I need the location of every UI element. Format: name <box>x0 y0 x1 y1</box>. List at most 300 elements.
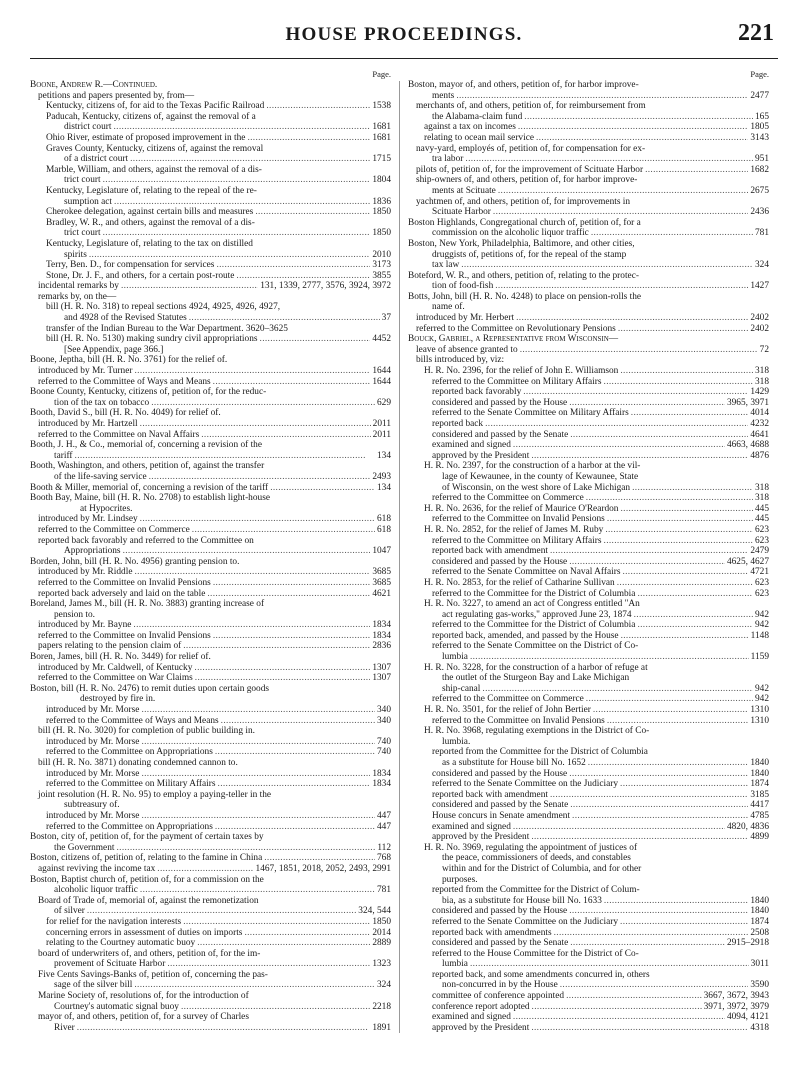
index-entry <box>408 790 769 801</box>
entry-text: Booth Bay, Maine, bill (H. R. No. 2708) to establish light-house <box>30 493 270 504</box>
index-entry <box>408 1002 769 1013</box>
entry-text: referred to the Committee for the District of Columbia <box>432 588 636 599</box>
entry-text: referred to the Committee on Commerce <box>432 694 584 705</box>
dot-leader <box>260 334 371 345</box>
entry-text: Boone, Andrew R.—Continued. <box>30 80 158 90</box>
entry-text: sage of the silver bill <box>54 980 133 991</box>
entry-text: remarks by, on the— <box>38 291 117 302</box>
index-entry <box>30 313 391 324</box>
dot-leader <box>140 419 371 430</box>
entry-page-ref: 1644 <box>372 376 391 387</box>
index-heading-line <box>30 790 391 801</box>
index-entry <box>408 610 769 621</box>
dot-leader <box>607 716 748 727</box>
entry-text: spirits <box>64 249 87 260</box>
entry-text: introduced by Mr. Morse <box>46 736 140 747</box>
index-heading-line <box>408 673 769 684</box>
index-entry <box>30 906 391 917</box>
index-entry <box>408 366 769 377</box>
index-entry <box>30 811 391 822</box>
right-column <box>399 69 769 1033</box>
entry-text: bill (H. R. No. 3871) donating condemned cannon to. <box>38 758 238 768</box>
dot-leader <box>634 610 753 621</box>
dot-leader <box>591 228 753 239</box>
index-entry <box>408 1012 769 1023</box>
dot-leader <box>523 387 748 398</box>
entry-page-ref: 1307 <box>372 673 391 684</box>
index-entry <box>408 377 769 388</box>
index-entry <box>408 758 769 769</box>
index-entry <box>408 536 769 547</box>
dot-leader <box>134 567 370 578</box>
dot-leader <box>116 843 375 854</box>
entry-text: of the life-saving service <box>54 471 147 482</box>
entry-text: introduced by Mr. Turner <box>38 366 133 377</box>
index-entry <box>30 589 391 600</box>
entry-text: Courtney's automatic signal buoy <box>54 1001 179 1012</box>
entry-text: referred to the Senate Committee on the Judiciary <box>432 916 619 927</box>
index-entry <box>408 980 769 991</box>
index-entry <box>408 493 769 504</box>
entry-text: Graves County, Kentucky, citizens of, against the removal <box>46 143 264 154</box>
entry-text: approved by the President <box>432 832 530 843</box>
entry-page-ref: 2010 <box>372 249 391 260</box>
entry-page-ref: 1681 <box>372 132 391 143</box>
entry-page-ref: 134 <box>376 482 391 493</box>
index-entry <box>30 101 391 112</box>
index-heading-line <box>30 536 391 547</box>
entry-page-ref: 4625, 4627 <box>726 556 769 567</box>
dot-leader <box>134 366 370 377</box>
dot-leader <box>572 811 748 822</box>
entry-page-ref: 445 <box>754 514 769 525</box>
entry-text: for relief for the navigation interests <box>46 916 182 927</box>
entry-text: Boone County, Kentucky, citizens of, petition of, for the reduc- <box>30 387 267 398</box>
index-heading-line <box>30 186 391 197</box>
entry-page-ref: 623 <box>754 535 769 546</box>
dot-leader <box>550 546 748 557</box>
index-entry <box>408 408 769 419</box>
entry-text: ship-canal <box>442 683 481 694</box>
entry-text: considered and passed by the House <box>432 906 568 917</box>
entry-page-ref: 112 <box>377 842 391 853</box>
index-entry <box>30 769 391 780</box>
index-heading-line <box>30 610 391 621</box>
entry-page-ref: 942 <box>754 620 769 631</box>
dot-leader <box>516 313 748 324</box>
index-entry <box>408 631 769 642</box>
dot-leader <box>236 271 370 282</box>
dot-leader <box>520 345 758 356</box>
entry-text: Marine Society of, resolutions of, for the introduction of <box>38 991 249 1002</box>
entry-text: committee of conference appointed <box>432 991 565 1002</box>
entry-page-ref: 740 <box>376 747 391 758</box>
dot-leader <box>141 737 375 748</box>
index-heading-line <box>30 684 391 695</box>
index-heading-line <box>408 334 769 345</box>
entry-page-ref: 2915–2918 <box>726 938 769 949</box>
index-entry <box>408 483 769 494</box>
index-entry <box>30 1002 391 1013</box>
dot-leader <box>532 1002 702 1013</box>
dot-leader <box>632 483 753 494</box>
dot-leader <box>140 514 375 525</box>
dot-leader <box>620 779 748 790</box>
index-heading-line <box>30 800 391 811</box>
entry-page-ref: 131, 1339, 2777, 3576, 3924, 3972 <box>260 281 391 292</box>
entry-text: referred to the Senate Committee on Naval Affairs <box>432 567 621 578</box>
entry-text: Booth, J. H., & Co., memorial of, concerning a revision of the <box>30 440 262 451</box>
dot-leader <box>151 398 375 409</box>
dot-leader <box>77 1023 371 1034</box>
entry-text: H. R. No. 2636, for the relief of Maurice O'Reardon <box>424 503 619 514</box>
dot-leader <box>566 991 702 1002</box>
entry-page-ref: 2014 <box>372 927 391 938</box>
entry-text: referred to the Senate Committee on Military Affairs <box>432 408 629 419</box>
entry-page-ref: 3965, 3971 <box>726 397 769 408</box>
index-heading-line <box>30 302 391 313</box>
index-entry <box>30 917 391 928</box>
dot-leader <box>134 980 375 991</box>
index-entry <box>408 822 769 833</box>
dot-leader <box>221 716 375 727</box>
index-entry <box>30 430 391 441</box>
entry-page-ref: 623 <box>754 577 769 588</box>
index-heading-line <box>408 175 769 186</box>
entry-page-ref: 2477 <box>750 90 769 101</box>
dot-leader <box>141 811 375 822</box>
index-entry <box>30 779 391 790</box>
index-entry <box>408 525 769 536</box>
entry-text: reported back adversely and laid on the table <box>38 588 206 599</box>
entry-page-ref: 1310 <box>750 715 769 726</box>
dot-leader <box>569 557 725 568</box>
index-heading-line <box>30 292 391 303</box>
entry-text: H. R. No. 2853, for the relief of Catharine Sullivan <box>424 577 615 588</box>
index-heading-line <box>408 197 769 208</box>
entry-text: Five Cents Savings-Banks of, petition of, concerning the pas- <box>38 969 268 980</box>
entry-page-ref: 1836 <box>372 196 391 207</box>
index-heading-line <box>30 896 391 907</box>
entry-text: Scituate Harbor <box>432 207 491 218</box>
entry-text: purposes. <box>442 874 478 885</box>
index-entry <box>408 800 769 811</box>
entry-text: referred to the Senate Committee on the Judiciary <box>432 779 619 790</box>
index-heading-line <box>408 599 769 610</box>
index-entry <box>408 1023 769 1034</box>
entry-page-ref: 1159 <box>750 652 769 663</box>
index-entry <box>30 472 391 483</box>
entry-page-ref: 4014 <box>750 408 769 419</box>
entry-text: alcoholic liquor traffic <box>54 885 138 896</box>
entry-page-ref: 2436 <box>750 207 769 218</box>
entry-page-ref: 1834 <box>372 630 391 641</box>
index-entry <box>408 440 769 451</box>
entry-text: Boone, Jeptha, bill (H. R. No. 3761) for the relief of. <box>30 355 228 366</box>
dot-leader <box>531 451 748 462</box>
entry-text: reported back with amendment <box>432 546 548 557</box>
entry-text: tariff <box>54 450 73 461</box>
entry-page-ref: 3590 <box>750 980 769 991</box>
dot-leader <box>215 822 375 833</box>
entry-page-ref: 1429 <box>750 387 769 398</box>
index-heading-line <box>30 112 391 123</box>
entry-text: provement of Scituate Harbor <box>54 959 166 970</box>
index-entry <box>408 186 769 197</box>
entry-page-ref: 2402 <box>750 323 769 334</box>
entry-page-ref: 3971, 3972, 3979 <box>703 1001 769 1012</box>
index-entry <box>408 567 769 578</box>
index-heading-line <box>408 292 769 303</box>
dot-leader <box>631 408 749 419</box>
dot-leader <box>121 281 258 292</box>
entry-page-ref: 318 <box>754 493 769 504</box>
dot-leader <box>570 430 748 441</box>
index-heading-line <box>30 557 391 568</box>
entry-text: considered and passed by the House <box>432 768 568 779</box>
index-heading-line <box>408 472 769 483</box>
index-heading-line <box>30 949 391 960</box>
dot-leader <box>569 398 725 409</box>
index-heading-line <box>408 726 769 737</box>
entry-text: Cherokee delegation, against certain bills and measures <box>46 207 254 218</box>
index-columns <box>30 69 778 1033</box>
entry-page-ref: 4417 <box>750 800 769 811</box>
index-entry <box>408 779 769 790</box>
index-heading-line <box>408 970 769 981</box>
dot-leader <box>637 620 753 631</box>
entry-page-ref: 2011 <box>372 429 391 440</box>
entry-page-ref: 1538 <box>372 101 391 112</box>
entry-text: bill (H. R. No. 5130) making sundry civil appropriations <box>46 334 258 345</box>
entry-page-ref: 4820, 4836 <box>726 821 769 832</box>
entry-text: navy-yard, employés of, petition of, for compensation for ex- <box>416 143 646 154</box>
index-entry <box>408 938 769 949</box>
entry-text: introduced by Mr. Morse <box>46 768 140 779</box>
entry-page-ref: 1427 <box>750 281 769 292</box>
index-heading-line <box>30 1012 391 1023</box>
entry-page-ref: 4094, 4121 <box>726 1012 769 1023</box>
entry-text: reported back, amended, and passed by the House <box>432 630 619 641</box>
entry-text: Bradley, W. R., and others, against the removal of a dis- <box>46 217 255 228</box>
entry-text: H. R. No. 3969, regulating the appointment of justices of <box>424 842 638 853</box>
dot-leader <box>197 938 370 949</box>
entry-text: referred to the House Committee for the District of Co- <box>432 948 639 959</box>
dot-leader <box>586 493 753 504</box>
entry-text: Boston, mayor of, and others, petition of, for harbor improve- <box>408 80 639 90</box>
index-entry <box>30 154 391 165</box>
entry-page-ref: 629 <box>376 397 391 408</box>
index-entry <box>408 398 769 409</box>
entry-text: Terry, Ben. D., for compensation for services <box>46 260 215 271</box>
dot-leader <box>216 260 370 271</box>
index-entry <box>408 260 769 271</box>
entry-page-ref: 318 <box>754 366 769 377</box>
dot-leader <box>569 769 748 780</box>
entry-page-ref: 318 <box>754 376 769 387</box>
index-entry <box>408 896 769 907</box>
entry-text: conference report adopted <box>432 1001 530 1012</box>
index-entry <box>30 578 391 589</box>
entry-text: H. R. No. 2852, for the relief of James M. Ruby <box>424 524 604 535</box>
dot-leader <box>498 186 748 197</box>
entry-text: reported back with amendment <box>432 789 548 800</box>
entry-text: Kentucky, Legislature of, relating to the tax on distilled <box>46 238 253 249</box>
index-entry <box>408 959 769 970</box>
index-entry <box>30 514 391 525</box>
dot-leader <box>181 1002 370 1013</box>
dot-leader <box>87 906 356 917</box>
index-entry <box>30 747 391 758</box>
dot-leader <box>247 133 370 144</box>
entry-text: ments <box>432 90 455 101</box>
entry-text: joint resolution (H. R. No. 95) to employ a paying-teller in the <box>38 789 272 800</box>
dot-leader <box>215 747 375 758</box>
entry-text: examined and signed <box>432 1012 511 1023</box>
dot-leader <box>130 154 370 165</box>
index-heading-line <box>30 218 391 229</box>
index-entry <box>30 228 391 239</box>
index-entry <box>30 885 391 896</box>
entry-page-ref: 1834 <box>372 620 391 631</box>
index-heading-line <box>408 875 769 886</box>
entry-text: bill (H. R. No. 318) to repeal sections 4924, 4925, 4926, 4927, <box>46 302 281 313</box>
index-entry <box>30 366 391 377</box>
index-heading-line <box>30 144 391 155</box>
entry-text: considered and passed by the Senate <box>432 429 569 440</box>
entry-text: considered and passed by the House <box>432 556 568 567</box>
index-entry <box>30 1023 391 1034</box>
entry-page-ref: 340 <box>376 715 391 726</box>
entry-text: Boren, James, bill (H. R. No. 3449) for relief of. <box>30 652 211 663</box>
dot-leader <box>570 800 748 811</box>
index-entry <box>30 525 391 536</box>
index-heading-line <box>30 387 391 398</box>
entry-text: tion of food-fish <box>432 281 494 292</box>
dot-leader <box>570 938 725 949</box>
dot-leader <box>493 207 748 218</box>
entry-text: H. R. No. 3968, regulating exemptions in the District of Co- <box>424 726 650 737</box>
dot-leader <box>586 694 753 705</box>
entry-text: within and for the District of Columbia, and for other <box>442 863 642 874</box>
entry-text: Boston, Baptist church of, petition of, for a commission on the <box>30 874 264 885</box>
dot-leader <box>470 959 749 970</box>
page-number: 221 <box>738 20 774 46</box>
entry-page-ref: 4318 <box>750 1022 769 1033</box>
entry-page-ref: 3143 <box>750 132 769 143</box>
dot-leader <box>618 324 749 335</box>
dot-leader <box>465 154 753 165</box>
entry-text: mayor of, and others, petition of, for a survey of Charles <box>38 1012 249 1023</box>
dot-leader <box>201 430 370 441</box>
entry-page-ref: 1874 <box>750 779 769 790</box>
entry-page-ref: 2493 <box>372 471 391 482</box>
dot-leader <box>141 769 370 780</box>
entry-page-ref: 2402 <box>750 313 769 324</box>
index-entry <box>408 514 769 525</box>
entry-text: commission on the alcoholic liquor traffic <box>432 228 589 239</box>
entry-text: relating to ocean mail service <box>424 132 534 143</box>
entry-text: introduced by Mr. Morse <box>46 705 140 716</box>
index-heading-line <box>408 885 769 896</box>
index-heading-line <box>30 758 391 769</box>
entry-text: considered and passed by the Senate <box>432 938 569 949</box>
entry-text: [See Appendix, page 366.] <box>64 344 164 355</box>
entry-text: Booth, David S., bill (H. R. No. 4049) for relief of. <box>30 408 221 419</box>
dot-leader <box>140 885 375 896</box>
entry-text: leave of absence granted to <box>416 344 518 355</box>
dot-leader <box>213 578 370 589</box>
index-heading-line <box>408 461 769 472</box>
index-entry <box>30 197 391 208</box>
entry-page-ref: 2218 <box>372 1001 391 1012</box>
index-entry <box>408 91 769 102</box>
entry-page-ref: 1047 <box>372 546 391 557</box>
entry-text: introduced by Mr. Caldwell, of Kentucky <box>38 662 193 673</box>
entry-text: district court <box>64 122 112 133</box>
entry-text: at Hypocrites. <box>80 503 133 514</box>
dot-leader <box>264 853 375 864</box>
entry-text: druggists of, petitions of, for the repeal of the stamp <box>432 249 627 260</box>
entry-page-ref: 618 <box>376 524 391 535</box>
index-entry <box>30 334 391 345</box>
index-entry <box>408 811 769 822</box>
entry-page-ref: 1891 <box>372 1022 391 1033</box>
dot-leader <box>270 483 375 494</box>
entry-text: Boston, New York, Philadelphia, Baltimore, and other cities, <box>408 238 635 249</box>
index-entry <box>30 864 391 875</box>
entry-text: Paducah, Kentucky, citizens of, against the removal of a <box>46 111 256 122</box>
entry-page-ref: 3855 <box>372 270 391 281</box>
entry-text: H. R. No. 2397, for the construction of a harbor at the vil- <box>424 461 641 472</box>
index-entry <box>30 928 391 939</box>
entry-page-ref: 324 <box>376 980 391 991</box>
index-entry <box>30 546 391 557</box>
index-entry <box>408 387 769 398</box>
entry-page-ref: 3685 <box>372 567 391 578</box>
dot-leader <box>531 1023 748 1034</box>
entry-text: introduced by Mr. Bayne <box>38 620 132 631</box>
dot-leader <box>89 250 370 261</box>
dot-leader <box>218 779 371 790</box>
entry-text: reported back with amendments <box>432 927 552 938</box>
index-heading-line <box>30 91 391 102</box>
entry-page-ref: 72 <box>759 344 769 355</box>
entry-text: referred to the Committee on Appropriations <box>46 821 213 832</box>
entry-text: of a district court <box>64 154 129 165</box>
entry-text: referred to the Committee on Naval Affairs <box>38 429 200 440</box>
entry-page-ref: 134 <box>376 450 391 461</box>
entry-page-ref: 165 <box>754 111 769 122</box>
entry-text: referred to the Committee on Revolutionary Pensions <box>416 323 616 334</box>
entry-text: trict court <box>64 228 101 239</box>
entry-text: destroyed by fire in. <box>80 694 156 705</box>
index-entry <box>30 175 391 186</box>
entry-text: H. R. No. 2396, for the relief of John E. Williamson <box>424 366 619 377</box>
entry-page-ref: 2889 <box>372 938 391 949</box>
index-heading-line <box>408 218 769 229</box>
entry-text: sumption act <box>64 196 113 207</box>
entry-text: referred to the Committee on Military Affairs <box>432 535 602 546</box>
index-entry <box>30 938 391 949</box>
entry-text: the peace, commissioners of deeds, and constables <box>442 853 631 864</box>
entry-text: Boston, city of, petition of, for the payment of certain taxes by <box>30 832 264 843</box>
index-heading-line <box>408 239 769 250</box>
index-entry <box>30 737 391 748</box>
entry-page-ref: 1840 <box>750 906 769 917</box>
entry-page-ref: 4621 <box>372 588 391 599</box>
index-heading-line <box>30 324 391 335</box>
